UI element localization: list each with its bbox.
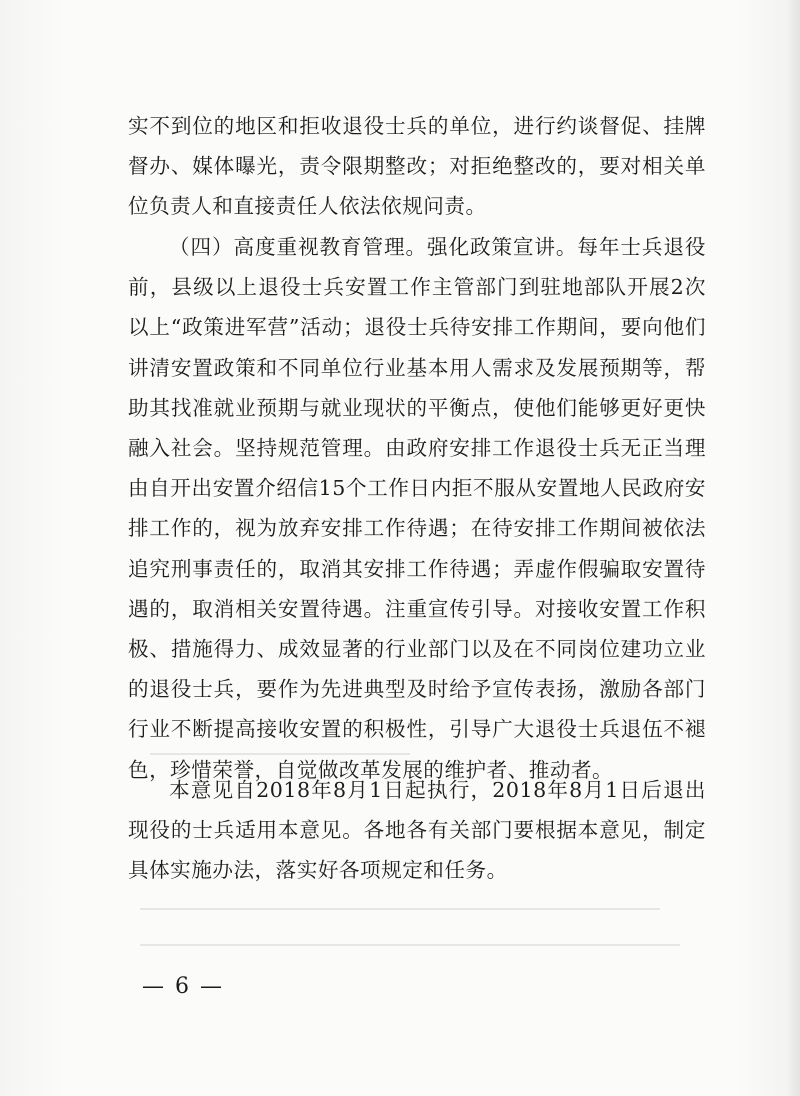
bleed-through-line (140, 908, 660, 910)
paragraph-effective-date: 本意见自2018年8月1日起执行，2018年8月1日后退出现役的士兵适用本意见。各地各有关部门要根据本意见，制定具体实施办法，落实好各项规定和任务。 (128, 778, 706, 883)
paragraph-education-management: （四）高度重视教育管理。强化政策宣讲。每年士兵退役前，县级以上退役士兵安置工作主管部门到驻地部队开展2次以上“政策进军营”活动；退役士兵待安排工作期间，要向他们讲清安置政策和不同单位行业基本用人需求及发展预期等，帮助其找准就业预期与就业现状的平衡点，使他们能够更好更快融入社会。坚持规范管理。由政府安排工作退役士兵无正当理由自开出安置介绍信15个工作日内拒不服从安置地人民政府安排工作的，视为放弃安排工作待遇；在待安排工作期间被依法追究刑事责任的，取消其安排工作待遇；弄虚作假骗取安置待遇的，取消相关安置待遇。注重宣传引导。对接收安置工作积极、措施得力、成效显著的行业部门以及在不同岗位建功立业的退役士兵，要作为先进典型及时给予宣传表扬，激励各部门行业不断提高接收安置的积极性，引导广大退役士兵退伍不褪色，珍惜荣誉，自觉做改革发展的维护者、推动者。 (128, 235, 706, 782)
page-edge-shadow (786, 0, 800, 1096)
bleed-through-line (140, 944, 680, 946)
paragraph-continuation: 实不到位的地区和拒收退役士兵的单位，进行约谈督促、挂牌督办、媒体曝光，责令限期整改；对拒绝整改的，要对相关单位负责人和直接责任人依法依规问责。 (128, 114, 706, 219)
page-number: — 6 — (142, 974, 224, 999)
bleed-through-line (150, 753, 410, 755)
